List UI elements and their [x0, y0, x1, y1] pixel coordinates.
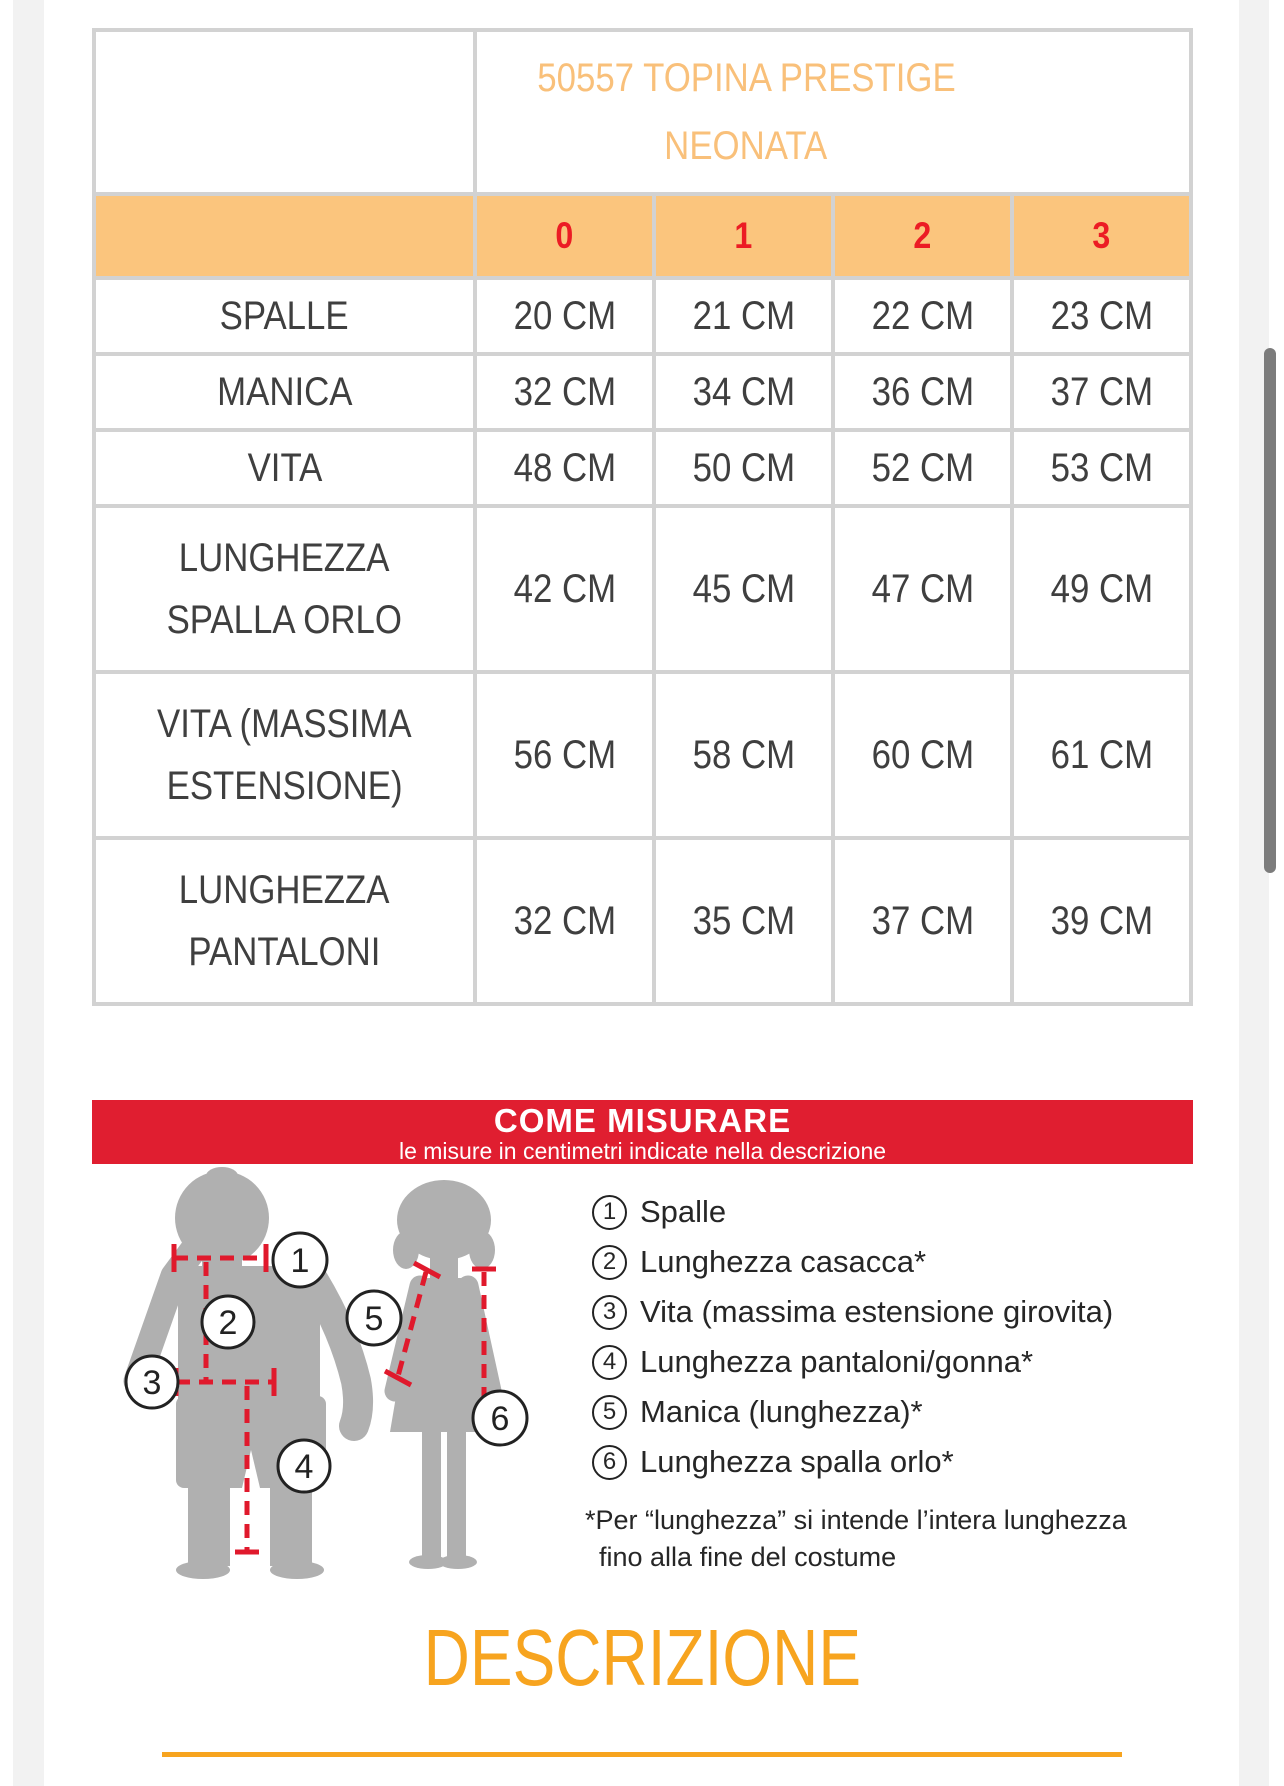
banner-title: COME MISURARE [493, 1102, 792, 1139]
table-corner-cell [94, 30, 475, 194]
marker-2: 2 [218, 1304, 238, 1342]
row-label-cell: VITA [94, 430, 475, 506]
value-cell: 58 CM [654, 672, 833, 838]
value-cell: 37 CM [833, 838, 1012, 1004]
marker-4: 4 [294, 1448, 314, 1486]
value-cell: 42 CM [475, 506, 654, 672]
size-chart-table [92, 28, 1193, 1006]
measure-item-label: Lunghezza pantaloni/gonna* [640, 1344, 1034, 1379]
value-cell: 52 CM [833, 430, 1012, 506]
measure-item-label: Manica (lunghezza)* [640, 1394, 923, 1429]
measure-item-label: Vita (massima estensione girovita) [640, 1294, 1114, 1329]
table-row [94, 430, 1191, 506]
measure-list-item [592, 1337, 1113, 1387]
marker-1: 1 [290, 1242, 310, 1280]
banner-subtitle: le misure in centimetri indicate nella descrizione [398, 1138, 887, 1164]
table-row [94, 672, 1191, 838]
value-cell: 45 CM [654, 506, 833, 672]
marker-5: 5 [364, 1300, 384, 1338]
value-cell: 48 CM [475, 430, 654, 506]
row-label-cell: LUNGHEZZA SPALLA ORLO [94, 506, 475, 672]
measure-item-number: 5 [592, 1395, 627, 1430]
table-row [94, 354, 1191, 430]
measure-item-number: 6 [592, 1445, 627, 1480]
size-header-row [94, 194, 1191, 278]
row-label-cell: LUNGHEZZA PANTALONI [94, 838, 475, 1004]
measure-item-label: Lunghezza spalla orlo* [640, 1444, 954, 1479]
row-label-cell: VITA (MASSIMA ESTENSIONE) [94, 672, 475, 838]
size-header-cell: 3 [1012, 194, 1191, 278]
description-heading: DESCRIZIONE [423, 1613, 862, 1702]
value-cell: 49 CM [1012, 506, 1191, 672]
marker-3: 3 [142, 1364, 162, 1402]
value-cell: 23 CM [1012, 278, 1191, 354]
value-cell: 47 CM [833, 506, 1012, 672]
table-row [94, 506, 1191, 672]
measure-item-number: 3 [592, 1295, 627, 1330]
size-header-cell: 1 [654, 194, 833, 278]
footnote-line1: *Per “lunghezza” si intende l’intera lunghezza [585, 1505, 1127, 1535]
measure-list [592, 1187, 1113, 1487]
marker-6: 6 [490, 1400, 510, 1438]
product-title-line2: NEONATA [664, 124, 828, 168]
value-cell: 34 CM [654, 354, 833, 430]
value-cell: 53 CM [1012, 430, 1191, 506]
value-cell: 21 CM [654, 278, 833, 354]
value-cell: 36 CM [833, 354, 1012, 430]
table-row [94, 278, 1191, 354]
table-title-row [94, 30, 1191, 194]
measure-item-label: Spalle [640, 1194, 727, 1229]
measure-item-label: Lunghezza casacca* [640, 1244, 927, 1279]
value-cell: 60 CM [833, 672, 1012, 838]
product-title-line1: 50557 TOPINA PRESTIGE [536, 56, 956, 100]
value-cell: 39 CM [1012, 838, 1191, 1004]
value-cell: 22 CM [833, 278, 1012, 354]
table-row [94, 838, 1191, 1004]
come-misurare-banner [92, 1100, 1193, 1164]
measure-item-number: 4 [592, 1345, 627, 1380]
measure-list-item [592, 1237, 1113, 1287]
value-cell: 35 CM [654, 838, 833, 1004]
size-header-cell: 2 [833, 194, 1012, 278]
measure-list-item [592, 1287, 1113, 1337]
measure-item-number: 1 [592, 1195, 627, 1230]
measure-list-item [592, 1187, 1113, 1237]
value-cell: 20 CM [475, 278, 654, 354]
measure-item-number: 2 [592, 1245, 627, 1280]
row-label-cell: MANICA [94, 354, 475, 430]
size-header-empty-cell [94, 194, 475, 278]
value-cell: 32 CM [475, 354, 654, 430]
row-label-cell: SPALLE [94, 278, 475, 354]
value-cell: 37 CM [1012, 354, 1191, 430]
measure-footnote [585, 1502, 1127, 1576]
measure-list-item [592, 1437, 1113, 1487]
value-cell: 61 CM [1012, 672, 1191, 838]
scrollbar-track[interactable] [1239, 0, 1269, 1786]
size-chart [92, 28, 1193, 1006]
value-cell: 56 CM [475, 672, 654, 838]
left-gutter-strip [13, 0, 44, 1786]
description-underline [162, 1752, 1122, 1757]
scrollbar-thumb[interactable] [1264, 348, 1276, 873]
value-cell: 32 CM [475, 838, 654, 1004]
measure-list-item [592, 1387, 1113, 1437]
value-cell: 50 CM [654, 430, 833, 506]
footnote-line2: fino alla fine del costume [599, 1542, 897, 1572]
size-header-cell: 0 [475, 194, 654, 278]
product-title-cell [475, 30, 1191, 194]
